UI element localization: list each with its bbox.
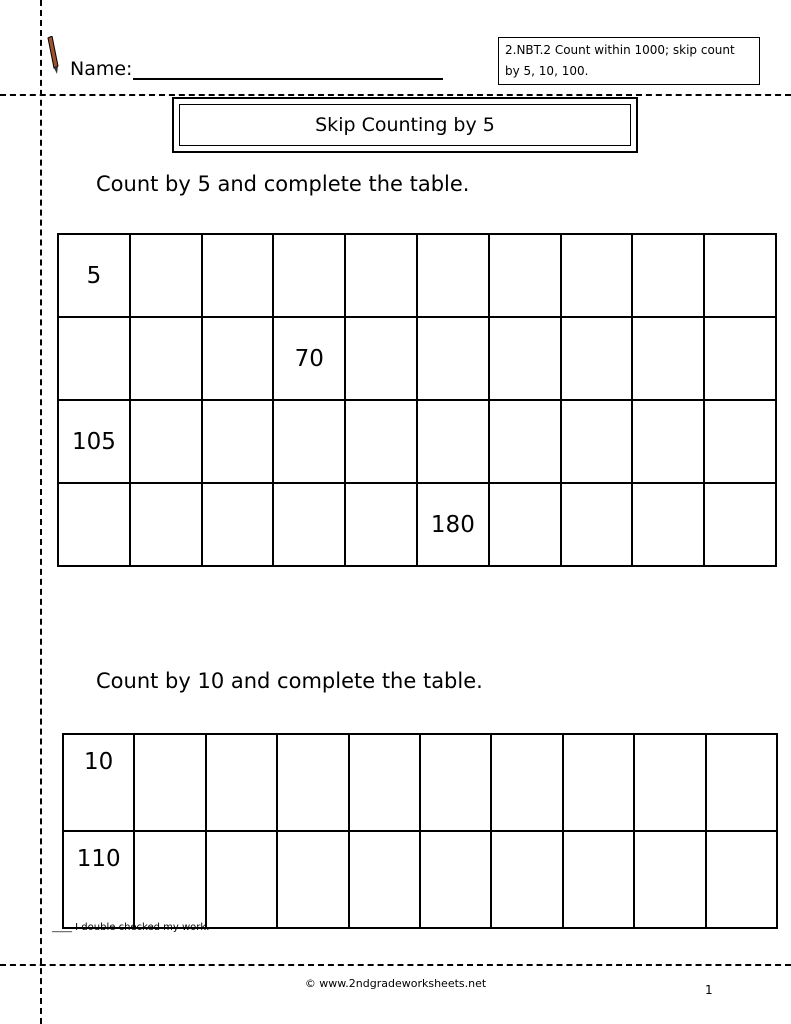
table-cell-blank[interactable] xyxy=(277,831,348,928)
table-row xyxy=(58,317,776,400)
table-cell-blank[interactable] xyxy=(561,317,633,400)
table-row xyxy=(58,234,776,317)
table-cell-blank[interactable] xyxy=(130,234,202,317)
table-cell-given: 110 xyxy=(63,831,134,928)
table-cell-blank[interactable] xyxy=(202,400,274,483)
table-cell-given: 105 xyxy=(58,400,130,483)
table-cell-blank[interactable] xyxy=(349,734,420,831)
table-cell-blank[interactable] xyxy=(561,483,633,566)
table-cell-blank[interactable] xyxy=(345,317,417,400)
table-cell-blank[interactable] xyxy=(420,831,491,928)
table-cell-blank[interactable] xyxy=(632,234,704,317)
table-cell-blank[interactable] xyxy=(704,234,776,317)
table-cell-blank[interactable] xyxy=(345,400,417,483)
table-cell-blank[interactable] xyxy=(273,483,345,566)
standard-box: 2.NBT.2 Count within 1000; skip count by 5, 10, 100. xyxy=(498,37,760,85)
title-box xyxy=(172,97,638,153)
table-cell-blank[interactable] xyxy=(130,400,202,483)
table-cell-blank[interactable] xyxy=(134,831,205,928)
table-cell-blank[interactable] xyxy=(634,734,705,831)
count-by-5-table xyxy=(57,233,777,567)
table-cell-blank[interactable] xyxy=(277,734,348,831)
table-cell-blank[interactable] xyxy=(130,483,202,566)
table-cell-blank[interactable] xyxy=(704,400,776,483)
table-cell-blank[interactable] xyxy=(563,734,634,831)
name-label: Name: xyxy=(70,58,133,80)
table-cell-blank[interactable] xyxy=(634,831,705,928)
table-row xyxy=(63,831,777,928)
table-cell-blank[interactable] xyxy=(489,234,561,317)
table-cell-blank[interactable] xyxy=(417,234,489,317)
table-cell-blank[interactable] xyxy=(632,483,704,566)
pencil-icon xyxy=(44,36,64,76)
table-cell-blank[interactable] xyxy=(130,317,202,400)
table-cell-blank[interactable] xyxy=(345,234,417,317)
left-cut-line xyxy=(40,0,42,1024)
table-cell-blank[interactable] xyxy=(202,317,274,400)
table-cell-given: 5 xyxy=(58,234,130,317)
table-cell-blank[interactable] xyxy=(58,317,130,400)
page-title: Skip Counting by 5 xyxy=(179,104,631,146)
table-row xyxy=(63,734,777,831)
instruction-count-by-5: Count by 5 and complete the table. xyxy=(96,172,470,196)
table-cell-blank[interactable] xyxy=(489,400,561,483)
table-cell-blank[interactable] xyxy=(704,483,776,566)
table-cell-blank[interactable] xyxy=(273,400,345,483)
table-cell-blank[interactable] xyxy=(206,831,277,928)
name-line xyxy=(133,78,443,80)
table-cell-given: 10 xyxy=(63,734,134,831)
table-cell-blank[interactable] xyxy=(491,831,562,928)
instruction-count-by-10: Count by 10 and complete the table. xyxy=(96,669,483,693)
page-number: 1 xyxy=(705,983,713,997)
table-cell-blank[interactable] xyxy=(632,400,704,483)
table-cell-blank[interactable] xyxy=(491,734,562,831)
double-check-note: ____ I double checked my work. xyxy=(52,922,210,933)
table-cell-blank[interactable] xyxy=(632,317,704,400)
table-cell-blank[interactable] xyxy=(273,234,345,317)
table-cell-given: 70 xyxy=(273,317,345,400)
table-cell-blank[interactable] xyxy=(134,734,205,831)
table-cell-blank[interactable] xyxy=(704,317,776,400)
table-cell-blank[interactable] xyxy=(489,483,561,566)
table-cell-blank[interactable] xyxy=(345,483,417,566)
table-cell-blank[interactable] xyxy=(706,734,777,831)
table-cell-blank[interactable] xyxy=(202,234,274,317)
table-cell-blank[interactable] xyxy=(202,483,274,566)
table-cell-blank[interactable] xyxy=(417,317,489,400)
table-cell-blank[interactable] xyxy=(706,831,777,928)
table-cell-blank[interactable] xyxy=(349,831,420,928)
table-cell-blank[interactable] xyxy=(417,400,489,483)
table-cell-blank[interactable] xyxy=(563,831,634,928)
table-cell-blank[interactable] xyxy=(561,234,633,317)
table-row xyxy=(58,483,776,566)
count-by-10-table xyxy=(62,733,778,929)
table-row xyxy=(58,400,776,483)
table-cell-given: 180 xyxy=(417,483,489,566)
top-cut-line xyxy=(0,94,791,96)
copyright: © www.2ndgradeworksheets.net xyxy=(304,977,487,990)
table-cell-blank[interactable] xyxy=(420,734,491,831)
table-cell-blank[interactable] xyxy=(58,483,130,566)
table-cell-blank[interactable] xyxy=(206,734,277,831)
bottom-cut-line xyxy=(0,964,791,966)
table-cell-blank[interactable] xyxy=(489,317,561,400)
table-cell-blank[interactable] xyxy=(561,400,633,483)
